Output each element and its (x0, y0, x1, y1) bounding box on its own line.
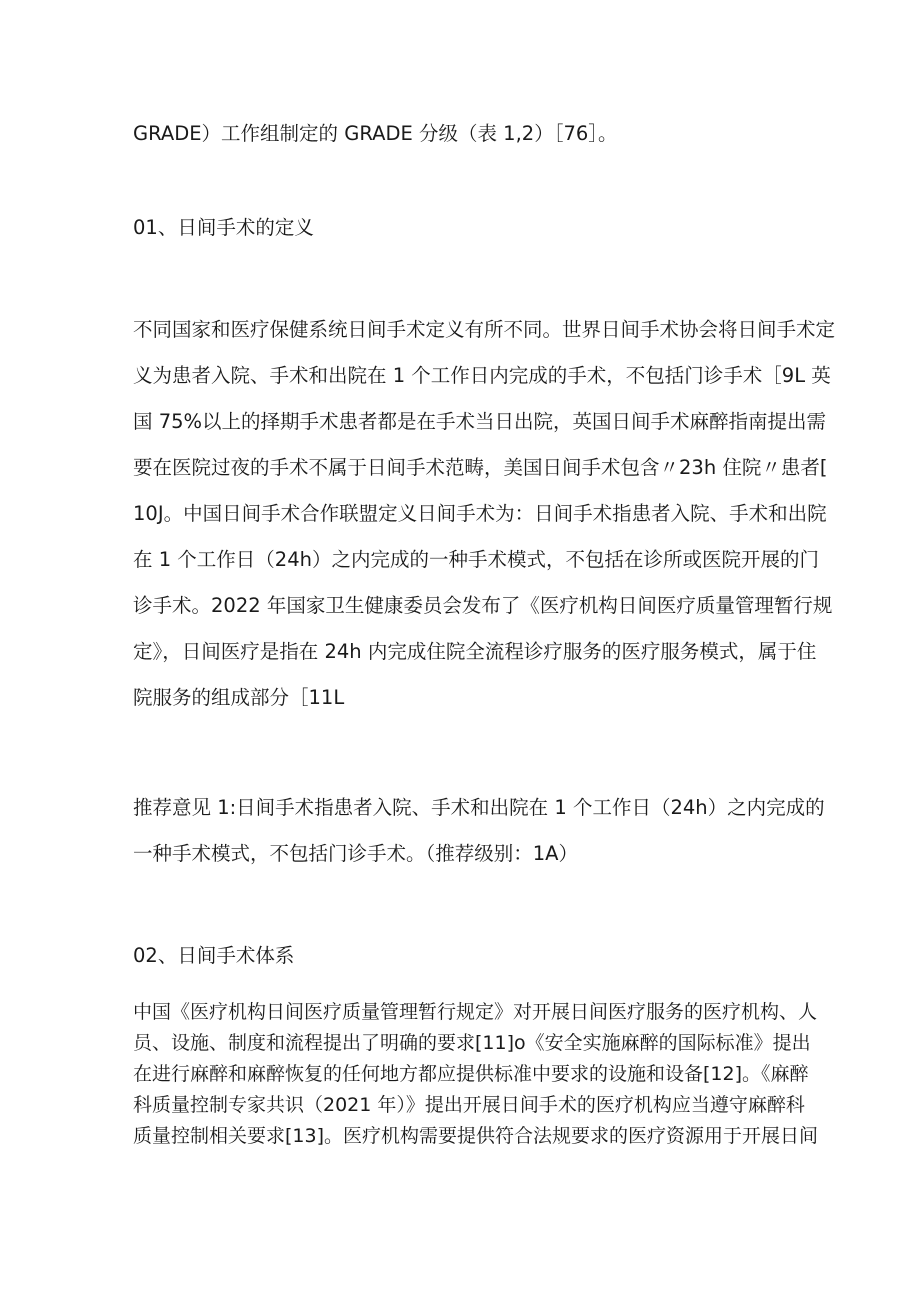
paragraph-line: 在进行麻醉和麻醉恢复的任何地方都应提供标准中要求的设施和设备[12]。《麻醉 (133, 1063, 809, 1085)
section2-paragraph (133, 997, 819, 1152)
section-heading-1: 01、日间手术的定义 (133, 216, 314, 239)
paragraph-line: 中国《医疗机构日间医疗质量管理暂行规定》对开展日间医疗服务的医疗机构、人 (133, 1001, 818, 1023)
paragraph-line: 诊手术。2022 年国家卫生健康委员会发布了《医疗机构日间医疗质量管理暂行规 (133, 594, 833, 617)
intro-text (133, 111, 793, 157)
section1-paragraph (133, 307, 836, 721)
paragraph-line: 在 1 个工作日（24h）之内完成的一种手术模式，不包括在诊所或医院开展的门 (133, 548, 819, 571)
paragraph-line: 不同国家和医疗保健系统日间手术定义有所不同。世界日间手术协会将日间手术定 (133, 318, 836, 341)
section-heading-2: 02、日间手术体系 (133, 944, 295, 967)
paragraph-line: 定》，日间医疗是指在 24h 内完成住院全流程诊疗服务的医疗服务模式，属于住 (133, 640, 817, 663)
paragraph-line: 10J。中国日间手术合作联盟定义日间手术为：日间手术指患者入院、手术和出院 (133, 502, 827, 525)
recommendation-line: 一种手术模式，不包括门诊手术。（推荐级别：1A） (133, 842, 578, 865)
paragraph-line: 国 75%以上的择期手术患者都是在手术当日出院，英国日间手术麻醉指南提出需 (133, 410, 827, 433)
paragraph-line: 质量控制相关要求[13]。医疗机构需要提供符合法规要求的医疗资源用于开展日间 (133, 1125, 819, 1147)
paragraph-line: 科质量控制专家共识（2021 年）》提出开展日间手术的医疗机构应当遵守麻醉科 (133, 1094, 805, 1116)
paragraph-line: 院服务的组成部分［11L (133, 686, 345, 709)
paragraph-line: 员、设施、制度和流程提出了明确的要求[11]o《安全实施麻醉的国际标准》提出 (133, 1032, 811, 1054)
recommendation-line: 推荐意见 1:日间手术指患者入院、手术和出院在 1 个工作日（24h）之内完成的 (133, 796, 825, 819)
paragraph-line: 要在医院过夜的手术不属于日间手术范畴，美国日间手术包含〃23h 住院〃患者[ (133, 456, 828, 479)
paragraph-line: 义为患者入院、手术和出院在 1 个工作日内完成的手术，不包括门诊手术［9L 英 (133, 364, 831, 387)
recommendation-block (133, 785, 825, 877)
intro-line: GRADE）工作组制定的 GRADE 分级（表 1,2）［76］。 (133, 122, 618, 145)
